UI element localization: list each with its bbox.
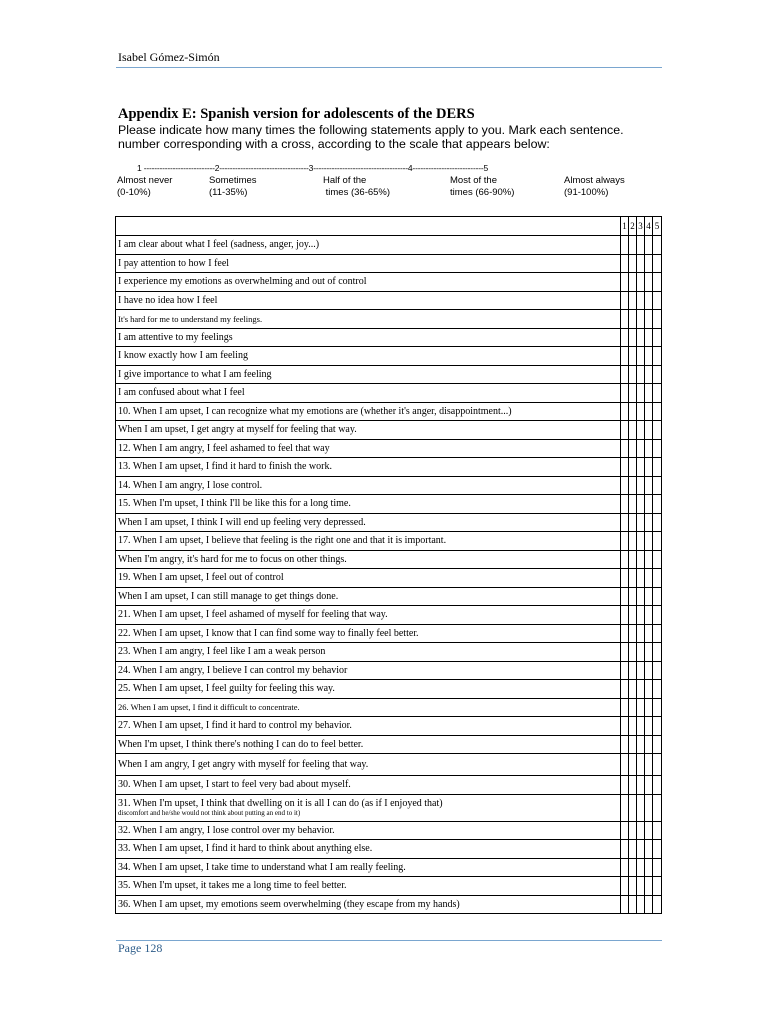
- table-row: [116, 680, 662, 699]
- response-cell-1[interactable]: [621, 606, 629, 625]
- response-cell-1[interactable]: [621, 402, 629, 421]
- response-cell-2[interactable]: [629, 624, 637, 643]
- response-cell-4[interactable]: [645, 877, 653, 896]
- scale-label-2: [209, 175, 257, 199]
- response-cell-3[interactable]: [637, 754, 645, 776]
- response-cell-3[interactable]: [637, 458, 645, 477]
- response-cell-3[interactable]: [637, 328, 645, 347]
- table-row: [116, 877, 662, 896]
- response-cell-4[interactable]: [645, 402, 653, 421]
- response-cell-3[interactable]: [637, 735, 645, 754]
- table-row: [116, 236, 662, 255]
- response-cell-5[interactable]: [653, 569, 662, 588]
- response-cell-5[interactable]: [653, 310, 662, 329]
- item-statement: 30. When I am upset, I start to feel very bad about myself.: [116, 776, 621, 795]
- response-cell-4[interactable]: [645, 421, 653, 440]
- item-statement: 26. When I am upset, I find it difficult to concentrate.: [116, 698, 621, 717]
- response-cell-5[interactable]: [653, 840, 662, 859]
- response-cell-1[interactable]: [621, 877, 629, 896]
- response-cell-1[interactable]: [621, 698, 629, 717]
- response-cell-5[interactable]: [653, 495, 662, 514]
- response-cell-1[interactable]: [621, 254, 629, 273]
- response-cell-4[interactable]: [645, 310, 653, 329]
- item-statement: I am clear about what I feel (sadness, anger, joy...): [116, 236, 621, 255]
- response-cell-5[interactable]: [653, 476, 662, 495]
- response-cell-5[interactable]: [653, 365, 662, 384]
- response-cell-4[interactable]: [645, 840, 653, 859]
- response-cell-3[interactable]: [637, 661, 645, 680]
- response-cell-2[interactable]: [629, 840, 637, 859]
- header-rule: [116, 67, 662, 68]
- response-cell-2[interactable]: [629, 476, 637, 495]
- response-cell-1[interactable]: [621, 532, 629, 551]
- response-cell-2[interactable]: [629, 794, 637, 821]
- table-row: [116, 532, 662, 551]
- table-row: [116, 754, 662, 776]
- response-cell-4[interactable]: [645, 643, 653, 662]
- item-statement: 27. When I am upset, I find it hard to control my behavior.: [116, 717, 621, 736]
- response-cell-3[interactable]: [637, 858, 645, 877]
- response-cell-4[interactable]: [645, 513, 653, 532]
- response-cell-2[interactable]: [629, 776, 637, 795]
- response-cell-2[interactable]: [629, 254, 637, 273]
- item-statement: 24. When I am angry, I believe I can control my behavior: [116, 661, 621, 680]
- response-cell-5[interactable]: [653, 776, 662, 795]
- response-cell-1[interactable]: [621, 291, 629, 310]
- item-statement: 34. When I am upset, I take time to understand what I am really feeling.: [116, 858, 621, 877]
- response-cell-3[interactable]: [637, 495, 645, 514]
- response-cell-1[interactable]: [621, 495, 629, 514]
- item-statement: 32. When I am angry, I lose control over my behavior.: [116, 821, 621, 840]
- response-cell-4[interactable]: [645, 495, 653, 514]
- response-cell-1[interactable]: [621, 858, 629, 877]
- item-statement: [116, 794, 621, 821]
- response-cell-1[interactable]: [621, 754, 629, 776]
- item-statement: When I am angry, I get angry with myself for feeling that way.: [116, 754, 621, 776]
- response-cell-4[interactable]: [645, 661, 653, 680]
- table-row: [116, 273, 662, 292]
- response-cell-5[interactable]: [653, 236, 662, 255]
- item-statement: When I'm angry, it's hard for me to focus on other things.: [116, 550, 621, 569]
- table-row: [116, 347, 662, 366]
- table-row: [116, 624, 662, 643]
- response-cell-3[interactable]: [637, 550, 645, 569]
- response-cell-4[interactable]: [645, 550, 653, 569]
- ders-questionnaire-table: [115, 216, 662, 914]
- table-row: [116, 291, 662, 310]
- response-cell-1[interactable]: [621, 776, 629, 795]
- table-row: [116, 365, 662, 384]
- scale-label-4-text: Most of the: [450, 175, 497, 186]
- response-cell-5[interactable]: [653, 421, 662, 440]
- footer-rule: [116, 940, 662, 941]
- response-cell-4[interactable]: [645, 858, 653, 877]
- item-statement: 17. When I am upset, I believe that feeling is the right one and that it is important.: [116, 532, 621, 551]
- table-row: [116, 328, 662, 347]
- response-cell-1[interactable]: [621, 821, 629, 840]
- response-cell-4[interactable]: [645, 680, 653, 699]
- item-statement: It's hard for me to understand my feelings.: [116, 310, 621, 329]
- response-cell-5[interactable]: [653, 661, 662, 680]
- response-cell-4[interactable]: [645, 624, 653, 643]
- response-cell-5[interactable]: [653, 254, 662, 273]
- response-cell-3[interactable]: [637, 402, 645, 421]
- response-cell-1[interactable]: [621, 347, 629, 366]
- response-cell-4[interactable]: [645, 794, 653, 821]
- response-cell-3[interactable]: [637, 236, 645, 255]
- response-cell-1[interactable]: [621, 310, 629, 329]
- response-cell-5[interactable]: [653, 606, 662, 625]
- response-cell-5[interactable]: [653, 328, 662, 347]
- scale-label-3-range: times (36-65%): [323, 187, 391, 198]
- response-cell-3[interactable]: [637, 310, 645, 329]
- table-row: [116, 587, 662, 606]
- scale-label-5-text: Almost always: [564, 175, 625, 186]
- response-cell-4[interactable]: [645, 236, 653, 255]
- response-cell-2[interactable]: [629, 421, 637, 440]
- response-cell-1[interactable]: [621, 236, 629, 255]
- item-statement: I give importance to what I am feeling: [116, 365, 621, 384]
- table-row: [116, 384, 662, 403]
- response-cell-2[interactable]: [629, 821, 637, 840]
- response-cell-2[interactable]: [629, 895, 637, 914]
- response-cell-3[interactable]: [637, 347, 645, 366]
- response-cell-1[interactable]: [621, 717, 629, 736]
- response-cell-5[interactable]: [653, 877, 662, 896]
- response-cell-1[interactable]: [621, 476, 629, 495]
- response-cell-2[interactable]: [629, 643, 637, 662]
- response-cell-4[interactable]: [645, 532, 653, 551]
- response-cell-4[interactable]: [645, 254, 653, 273]
- response-cell-2[interactable]: [629, 532, 637, 551]
- appendix-title: Appendix E: Spanish version for adolescents of the DERS: [118, 106, 475, 122]
- response-cell-2[interactable]: [629, 569, 637, 588]
- item-statement: I am attentive to my feelings: [116, 328, 621, 347]
- item-statement: 35. When I'm upset, it takes me a long time to feel better.: [116, 877, 621, 896]
- table-row: [116, 776, 662, 795]
- response-cell-5[interactable]: [653, 347, 662, 366]
- response-cell-2[interactable]: [629, 236, 637, 255]
- response-cell-2[interactable]: [629, 735, 637, 754]
- scale-label-2-range: (11-35%): [209, 187, 248, 198]
- response-cell-3[interactable]: [637, 384, 645, 403]
- response-cell-2[interactable]: [629, 513, 637, 532]
- instructions-line-2: number corresponding with a cross, according to the scale that appears below:: [118, 137, 550, 151]
- response-cell-4[interactable]: [645, 347, 653, 366]
- response-cell-1[interactable]: [621, 895, 629, 914]
- table-header-col-2: 2: [629, 217, 637, 236]
- item-statement: When I am upset, I can still manage to get things done.: [116, 587, 621, 606]
- response-cell-4[interactable]: [645, 587, 653, 606]
- table-header-row: [116, 217, 662, 236]
- table-row: [116, 550, 662, 569]
- response-cell-1[interactable]: [621, 458, 629, 477]
- response-cell-3[interactable]: [637, 587, 645, 606]
- running-header-author: Isabel Gómez-Simón: [118, 50, 220, 64]
- response-cell-4[interactable]: [645, 569, 653, 588]
- response-cell-3[interactable]: [637, 606, 645, 625]
- item-statement: 14. When I am angry, I lose control.: [116, 476, 621, 495]
- table-header-col-4: 4: [645, 217, 653, 236]
- response-cell-1[interactable]: [621, 794, 629, 821]
- response-cell-1[interactable]: [621, 513, 629, 532]
- response-cell-4[interactable]: [645, 328, 653, 347]
- scale-label-4: [450, 175, 514, 199]
- instructions-line-1: Please indicate how many times the following statements apply to you. Mark each sentence.: [118, 123, 624, 137]
- response-cell-3[interactable]: [637, 273, 645, 292]
- response-cell-4[interactable]: [645, 291, 653, 310]
- item-statement: 25. When I am upset, I feel guilty for feeling this way.: [116, 680, 621, 699]
- table-row: [116, 495, 662, 514]
- item-statement: I know exactly how I am feeling: [116, 347, 621, 366]
- response-cell-5[interactable]: [653, 624, 662, 643]
- table-header-col-5: 5: [653, 217, 662, 236]
- response-cell-3[interactable]: [637, 680, 645, 699]
- response-cell-2[interactable]: [629, 458, 637, 477]
- scale-label-5-range: (91-100%): [564, 187, 609, 198]
- response-cell-1[interactable]: [621, 587, 629, 606]
- item-statement: I experience my emotions as overwhelming and out of control: [116, 273, 621, 292]
- response-cell-3[interactable]: [637, 895, 645, 914]
- item-statement-note: discomfort and he/she would not think about putting an end to it): [118, 809, 301, 817]
- response-cell-1[interactable]: [621, 661, 629, 680]
- scale-label-3: [323, 175, 390, 199]
- response-cell-4[interactable]: [645, 776, 653, 795]
- scale-label-4-range: times (66-90%): [450, 187, 515, 198]
- response-cell-1[interactable]: [621, 439, 629, 458]
- response-cell-3[interactable]: [637, 794, 645, 821]
- response-cell-3[interactable]: [637, 877, 645, 896]
- response-cell-2[interactable]: [629, 291, 637, 310]
- response-cell-2[interactable]: [629, 550, 637, 569]
- response-cell-1[interactable]: [621, 840, 629, 859]
- response-cell-2[interactable]: [629, 698, 637, 717]
- item-statement: When I am upset, I get angry at myself for feeling that way.: [116, 421, 621, 440]
- scale-line: 1 ---------------------------2----------------------------------3------------------------------------4---------------------------5: [137, 163, 488, 173]
- response-cell-3[interactable]: [637, 365, 645, 384]
- table-row: [116, 513, 662, 532]
- item-statement: When I am upset, I think I will end up feeling very depressed.: [116, 513, 621, 532]
- item-statement: I am confused about what I feel: [116, 384, 621, 403]
- table-row: [116, 606, 662, 625]
- table-header-col-3: 3: [637, 217, 645, 236]
- response-cell-5[interactable]: [653, 587, 662, 606]
- response-cell-3[interactable]: [637, 513, 645, 532]
- response-cell-2[interactable]: [629, 877, 637, 896]
- response-cell-5[interactable]: [653, 717, 662, 736]
- response-cell-3[interactable]: [637, 569, 645, 588]
- response-cell-5[interactable]: [653, 402, 662, 421]
- item-statement-main: 31. When I'm upset, I think that dwelling on it is all I can do (as if I enjoyed that): [118, 798, 443, 809]
- response-cell-3[interactable]: [637, 776, 645, 795]
- scale-label-2-text: Sometimes: [209, 175, 257, 186]
- item-statement: 33. When I am upset, I find it hard to think about anything else.: [116, 840, 621, 859]
- response-cell-2[interactable]: [629, 754, 637, 776]
- response-cell-4[interactable]: [645, 365, 653, 384]
- response-cell-1[interactable]: [621, 735, 629, 754]
- response-cell-2[interactable]: [629, 347, 637, 366]
- table-row: [116, 717, 662, 736]
- response-cell-1[interactable]: [621, 624, 629, 643]
- response-cell-2[interactable]: [629, 310, 637, 329]
- response-cell-2[interactable]: [629, 402, 637, 421]
- item-statement: 10. When I am upset, I can recognize what my emotions are (whether it's anger, disappointment...): [116, 402, 621, 421]
- table-row: [116, 310, 662, 329]
- response-cell-5[interactable]: [653, 291, 662, 310]
- item-statement: 15. When I'm upset, I think I'll be like this for a long time.: [116, 495, 621, 514]
- response-cell-5[interactable]: [653, 895, 662, 914]
- response-cell-4[interactable]: [645, 606, 653, 625]
- response-cell-4[interactable]: [645, 458, 653, 477]
- response-cell-5[interactable]: [653, 858, 662, 877]
- response-cell-2[interactable]: [629, 717, 637, 736]
- response-cell-3[interactable]: [637, 291, 645, 310]
- table-row: [116, 643, 662, 662]
- response-cell-2[interactable]: [629, 384, 637, 403]
- response-cell-3[interactable]: [637, 624, 645, 643]
- table-row: [116, 661, 662, 680]
- scale-label-5: [564, 175, 625, 199]
- response-cell-5[interactable]: [653, 643, 662, 662]
- response-cell-3[interactable]: [637, 698, 645, 717]
- response-cell-5[interactable]: [653, 513, 662, 532]
- response-cell-5[interactable]: [653, 821, 662, 840]
- response-cell-2[interactable]: [629, 439, 637, 458]
- response-cell-5[interactable]: [653, 384, 662, 403]
- response-cell-3[interactable]: [637, 532, 645, 551]
- response-cell-2[interactable]: [629, 273, 637, 292]
- response-cell-1[interactable]: [621, 365, 629, 384]
- response-cell-5[interactable]: [653, 458, 662, 477]
- page-number: Page 128: [118, 941, 163, 955]
- item-statement: 21. When I am upset, I feel ashamed of myself for feeling that way.: [116, 606, 621, 625]
- response-cell-2[interactable]: [629, 606, 637, 625]
- item-statement: 23. When I am angry, I feel like I am a weak person: [116, 643, 621, 662]
- scale-label-1-text: Almost never: [117, 175, 173, 186]
- response-cell-2[interactable]: [629, 680, 637, 699]
- table-row: [116, 439, 662, 458]
- response-cell-3[interactable]: [637, 439, 645, 458]
- item-statement: I pay attention to how I feel: [116, 254, 621, 273]
- table-row: [116, 421, 662, 440]
- response-cell-4[interactable]: [645, 273, 653, 292]
- response-cell-3[interactable]: [637, 476, 645, 495]
- table-row: [116, 735, 662, 754]
- response-cell-5[interactable]: [653, 532, 662, 551]
- response-cell-3[interactable]: [637, 840, 645, 859]
- response-cell-4[interactable]: [645, 735, 653, 754]
- response-cell-2[interactable]: [629, 858, 637, 877]
- table-row: [116, 458, 662, 477]
- response-cell-5[interactable]: [653, 680, 662, 699]
- table-row: [116, 476, 662, 495]
- response-cell-5[interactable]: [653, 698, 662, 717]
- response-cell-4[interactable]: [645, 717, 653, 736]
- table-header-blank: [116, 217, 621, 236]
- table-row: [116, 254, 662, 273]
- response-cell-2[interactable]: [629, 328, 637, 347]
- response-cell-1[interactable]: [621, 550, 629, 569]
- response-cell-5[interactable]: [653, 550, 662, 569]
- response-cell-1[interactable]: [621, 421, 629, 440]
- item-statement: I have no idea how I feel: [116, 291, 621, 310]
- item-statement: 22. When I am upset, I know that I can find some way to finally feel better.: [116, 624, 621, 643]
- response-cell-2[interactable]: [629, 661, 637, 680]
- response-cell-1[interactable]: [621, 569, 629, 588]
- response-cell-4[interactable]: [645, 384, 653, 403]
- table-row: [116, 840, 662, 859]
- response-cell-5[interactable]: [653, 735, 662, 754]
- response-cell-1[interactable]: [621, 384, 629, 403]
- response-cell-5[interactable]: [653, 273, 662, 292]
- response-cell-3[interactable]: [637, 821, 645, 840]
- response-cell-1[interactable]: [621, 273, 629, 292]
- response-cell-3[interactable]: [637, 643, 645, 662]
- item-statement: 12. When I am angry, I feel ashamed to feel that way: [116, 439, 621, 458]
- response-cell-1[interactable]: [621, 680, 629, 699]
- response-cell-3[interactable]: [637, 254, 645, 273]
- table-row: [116, 794, 662, 821]
- response-cell-4[interactable]: [645, 439, 653, 458]
- item-statement: 13. When I am upset, I find it hard to finish the work.: [116, 458, 621, 477]
- response-cell-2[interactable]: [629, 365, 637, 384]
- scale-label-3-text: Half of the: [323, 175, 367, 186]
- instructions: [118, 123, 658, 151]
- table-row: [116, 698, 662, 717]
- response-cell-2[interactable]: [629, 587, 637, 606]
- item-statement: When I'm upset, I think there's nothing I can do to feel better.: [116, 735, 621, 754]
- response-cell-3[interactable]: [637, 421, 645, 440]
- response-cell-4[interactable]: [645, 698, 653, 717]
- table-row: [116, 858, 662, 877]
- response-cell-5[interactable]: [653, 754, 662, 776]
- response-cell-4[interactable]: [645, 895, 653, 914]
- table-row: [116, 821, 662, 840]
- response-cell-2[interactable]: [629, 495, 637, 514]
- response-cell-5[interactable]: [653, 439, 662, 458]
- table-row: [116, 402, 662, 421]
- response-cell-4[interactable]: [645, 821, 653, 840]
- response-cell-1[interactable]: [621, 328, 629, 347]
- response-cell-4[interactable]: [645, 754, 653, 776]
- response-cell-1[interactable]: [621, 643, 629, 662]
- item-statement: 36. When I am upset, my emotions seem overwhelming (they escape from my hands): [116, 895, 621, 914]
- table-row: [116, 895, 662, 914]
- table-header-col-1: 1: [621, 217, 629, 236]
- response-cell-3[interactable]: [637, 717, 645, 736]
- response-cell-5[interactable]: [653, 794, 662, 821]
- table-row: [116, 569, 662, 588]
- response-cell-4[interactable]: [645, 476, 653, 495]
- item-statement: 19. When I am upset, I feel out of control: [116, 569, 621, 588]
- scale-label-1-range: (0-10%): [117, 187, 151, 198]
- scale-label-1: [117, 175, 172, 199]
